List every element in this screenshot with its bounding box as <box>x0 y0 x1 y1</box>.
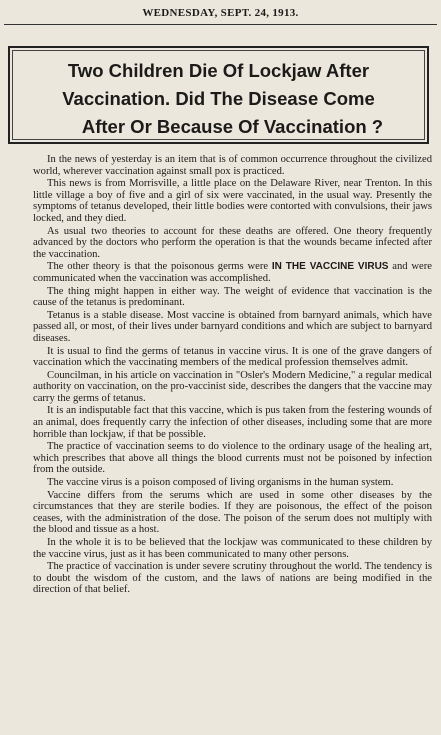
article-text: and were communicated when the vaccination was accomplished. <box>33 261 432 284</box>
article-paragraph: The thing might happen in either way. The weight of evidence that vaccination is the cause of the tetanus is predominant. <box>33 285 432 309</box>
article-paragraph: This news is from Morrisville, a little place on the Delaware River, near Trenton. In this little village a boy of five and a girl of six were vaccinated, in the usual way. Presently the symptoms of tetanus developed, their little bodies were contorted with convulsions, their jaws locked, and they died. <box>33 178 432 224</box>
headline-box <box>8 46 429 144</box>
article-paragraph: Councilman, in his article on vaccination in "Osler's Modern Medicine," a regular medical authority on vaccination, on the pro-vaccinist side, describes the dangers that the vaccine may carry the germs of tetanus. <box>33 369 432 404</box>
article-paragraph: The vaccine virus is a poison composed of living organisms in the human system. <box>47 477 394 489</box>
article-paragraph: Tetanus is a stable disease. Most vaccine is obtained from barnyard animals, which have passed all, or most, of their lives under barnyard conditions and which are subject to barnyard diseases. <box>33 309 432 344</box>
article-paragraph: Vaccine differs from the serums which are used in some other diseases by the circumstances that they are sterile bodies. If they are poisonous, the effect of the poison ceases, with the administration of the dose. The poison of the serum does not multiply with the blood and tissue as a host. <box>33 489 432 536</box>
article-paragraph: As usual two theories to account for these deaths are offered. One theory frequently advanced by the doctors who perform the operation is that the wounds became infected after the vaccination. <box>33 225 432 260</box>
emphasized-text: IN THE VACCINE VIRUS <box>271 261 389 273</box>
top-rule <box>4 24 437 25</box>
headline-line-1: Two Children Die Of Lockjaw After <box>67 60 370 81</box>
article-paragraph: In the news of yesterday is an item that is of common occurrence throughout the civilized world, wherever vaccination against small pox is practiced. <box>33 154 432 177</box>
headline-line-3: After Or Because Of Vaccination ? <box>81 116 384 137</box>
article-text: The other theory is that the poisonous germs were <box>47 261 272 273</box>
dateline: WEDNESDAY, SEPT. 24, 1913. <box>142 7 299 19</box>
article-paragraph: The practice of vaccination seems to do violence to the ordinary usage of the healing art, which prescribes that above all things the blood currents must not be poisoned by infection from the outside. <box>33 441 432 476</box>
article-paragraph <box>33 261 432 284</box>
article-paragraph: In the whole it is to be believed that the lockjaw was communicated to these children by the vaccine virus, just as it has been communicated to many other persons. <box>33 537 432 560</box>
article-paragraph: It is an indisputable fact that this vaccine, which is pus taken from the festering wounds of an animal, does frequently carry the infection of other diseases, including some that are more horrible than lockjaw, if that be possible. <box>33 405 432 440</box>
article-paragraph: It is usual to find the germs of tetanus in vaccine virus. It is one of the grave dangers of vaccination which the vaccinating members of the medical profession themselves admit. <box>33 345 432 369</box>
headline-line-2: Vaccination. Did The Disease Come <box>62 88 375 109</box>
article-paragraph: The practice of vaccination is under severe scrutiny throughout the world. The tendency is to doubt the wisdom of the custom, and the laws of nations are being modified in the direction of that belief. <box>33 561 432 596</box>
article-body <box>33 154 432 597</box>
